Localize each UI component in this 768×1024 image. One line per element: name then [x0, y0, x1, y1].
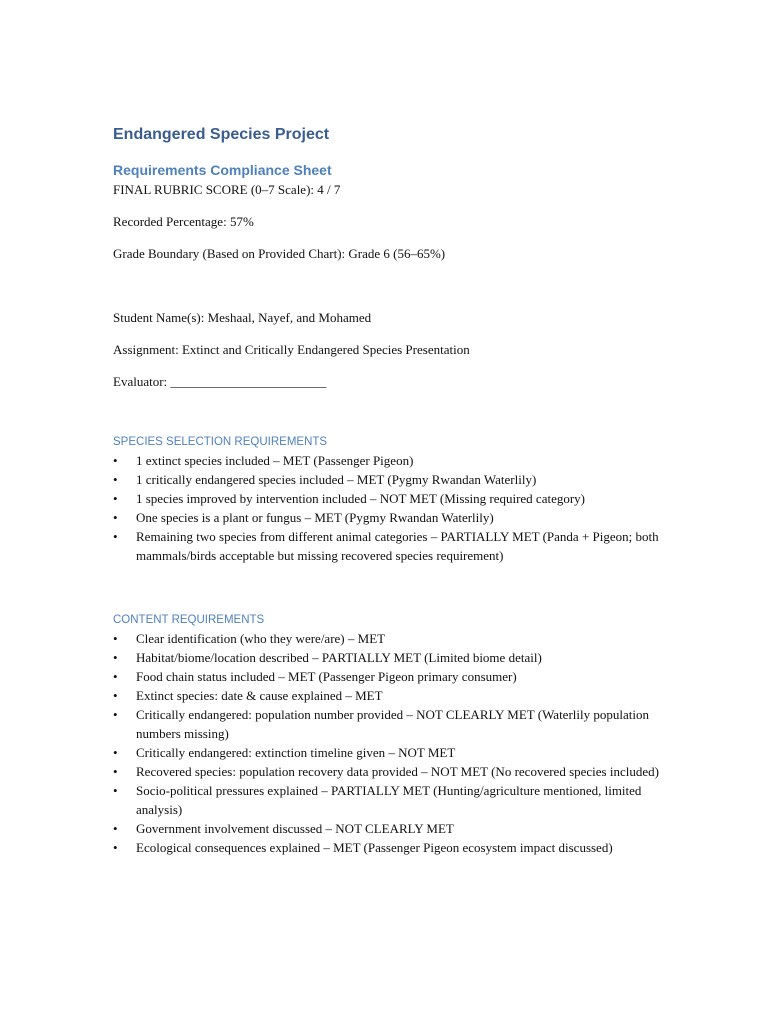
bullet-icon: • — [113, 745, 118, 760]
list-item — [113, 667, 673, 686]
list-item-text: Government involvement discussed – NOT CLEARLY MET — [136, 821, 454, 836]
bullet-icon: • — [113, 453, 118, 468]
bullet-icon: • — [113, 840, 118, 855]
bullet-icon: • — [113, 707, 118, 722]
bullet-icon: • — [113, 631, 118, 646]
list-item — [113, 743, 673, 762]
species-section-heading: SPECIES SELECTION REQUIREMENTS — [113, 436, 328, 448]
list-item-text: Extinct species: date & cause explained – MET — [136, 688, 383, 703]
list-item-text: Remaining two species from different animal categories – PARTIALLY MET (Panda + Pigeon; both mammals/birds acceptable but missing recovered species requirement) — [136, 529, 659, 563]
list-item — [113, 686, 673, 705]
bullet-icon: • — [113, 529, 118, 544]
assignment: Assignment: Extinct and Critically Endangered Species Presentation — [113, 342, 470, 357]
list-item-text: Recovered species: population recovery data provided – NOT MET (No recovered species included) — [136, 764, 659, 779]
grade-boundary: Grade Boundary (Based on Provided Chart): Grade 6 (56–65%) — [113, 246, 446, 261]
content-section-heading: CONTENT REQUIREMENTS — [113, 614, 265, 626]
recorded-percentage: Recorded Percentage: 57% — [113, 214, 254, 229]
list-item — [113, 762, 673, 781]
list-item-text: Habitat/biome/location described – PARTIALLY MET (Limited biome detail) — [136, 650, 542, 665]
document-page — [113, 124, 673, 857]
list-item — [113, 838, 673, 857]
list-item-text: 1 critically endangered species included – MET (Pygmy Rwandan Waterlily) — [136, 472, 537, 487]
list-item — [113, 648, 673, 667]
list-item-text: Critically endangered: extinction timeline given – NOT MET — [136, 745, 456, 760]
student-names: Student Name(s): Meshaal, Nayef, and Mohamed — [113, 310, 372, 325]
list-item — [113, 819, 673, 838]
bullet-icon: • — [113, 783, 118, 798]
final-score: FINAL RUBRIC SCORE (0–7 Scale): 4 / 7 — [113, 182, 341, 197]
bullet-icon: • — [113, 491, 118, 506]
list-item — [113, 451, 673, 470]
bullet-icon: • — [113, 688, 118, 703]
list-item — [113, 508, 673, 527]
list-item — [113, 781, 673, 819]
bullet-icon: • — [113, 472, 118, 487]
list-item-text: 1 species improved by intervention included – NOT MET (Missing required category) — [136, 491, 586, 506]
list-item-text: Critically endangered: population number provided – NOT CLEARLY MET (Waterlily population numbers missing) — [136, 707, 649, 741]
document-subtitle: Requirements Compliance Sheet — [113, 162, 332, 178]
list-item-text: One species is a plant or fungus – MET (Pygmy Rwandan Waterlily) — [136, 510, 494, 525]
list-item-text: Socio-political pressures explained – PARTIALLY MET (Hunting/agriculture mentioned, limited analysis) — [136, 783, 642, 817]
list-item — [113, 489, 673, 508]
bullet-icon: • — [113, 650, 118, 665]
bullet-icon: • — [113, 510, 118, 525]
list-item-text: Ecological consequences explained – MET (Passenger Pigeon ecosystem impact discussed) — [136, 840, 613, 855]
bullet-icon: • — [113, 764, 118, 779]
list-item — [113, 470, 673, 489]
list-item — [113, 527, 673, 565]
list-item — [113, 705, 673, 743]
list-item-text: Clear identification (who they were/are) – MET — [136, 631, 386, 646]
content-requirements-list — [113, 629, 673, 857]
list-item — [113, 629, 673, 648]
evaluator: Evaluator: ________________________ — [113, 374, 327, 389]
bullet-icon: • — [113, 821, 118, 836]
list-item-text: Food chain status included – MET (Passenger Pigeon primary consumer) — [136, 669, 517, 684]
document-title: Endangered Species Project — [113, 126, 330, 143]
bullet-icon: • — [113, 669, 118, 684]
species-requirements-list — [113, 451, 673, 565]
list-item-text: 1 extinct species included – MET (Passenger Pigeon) — [136, 453, 414, 468]
